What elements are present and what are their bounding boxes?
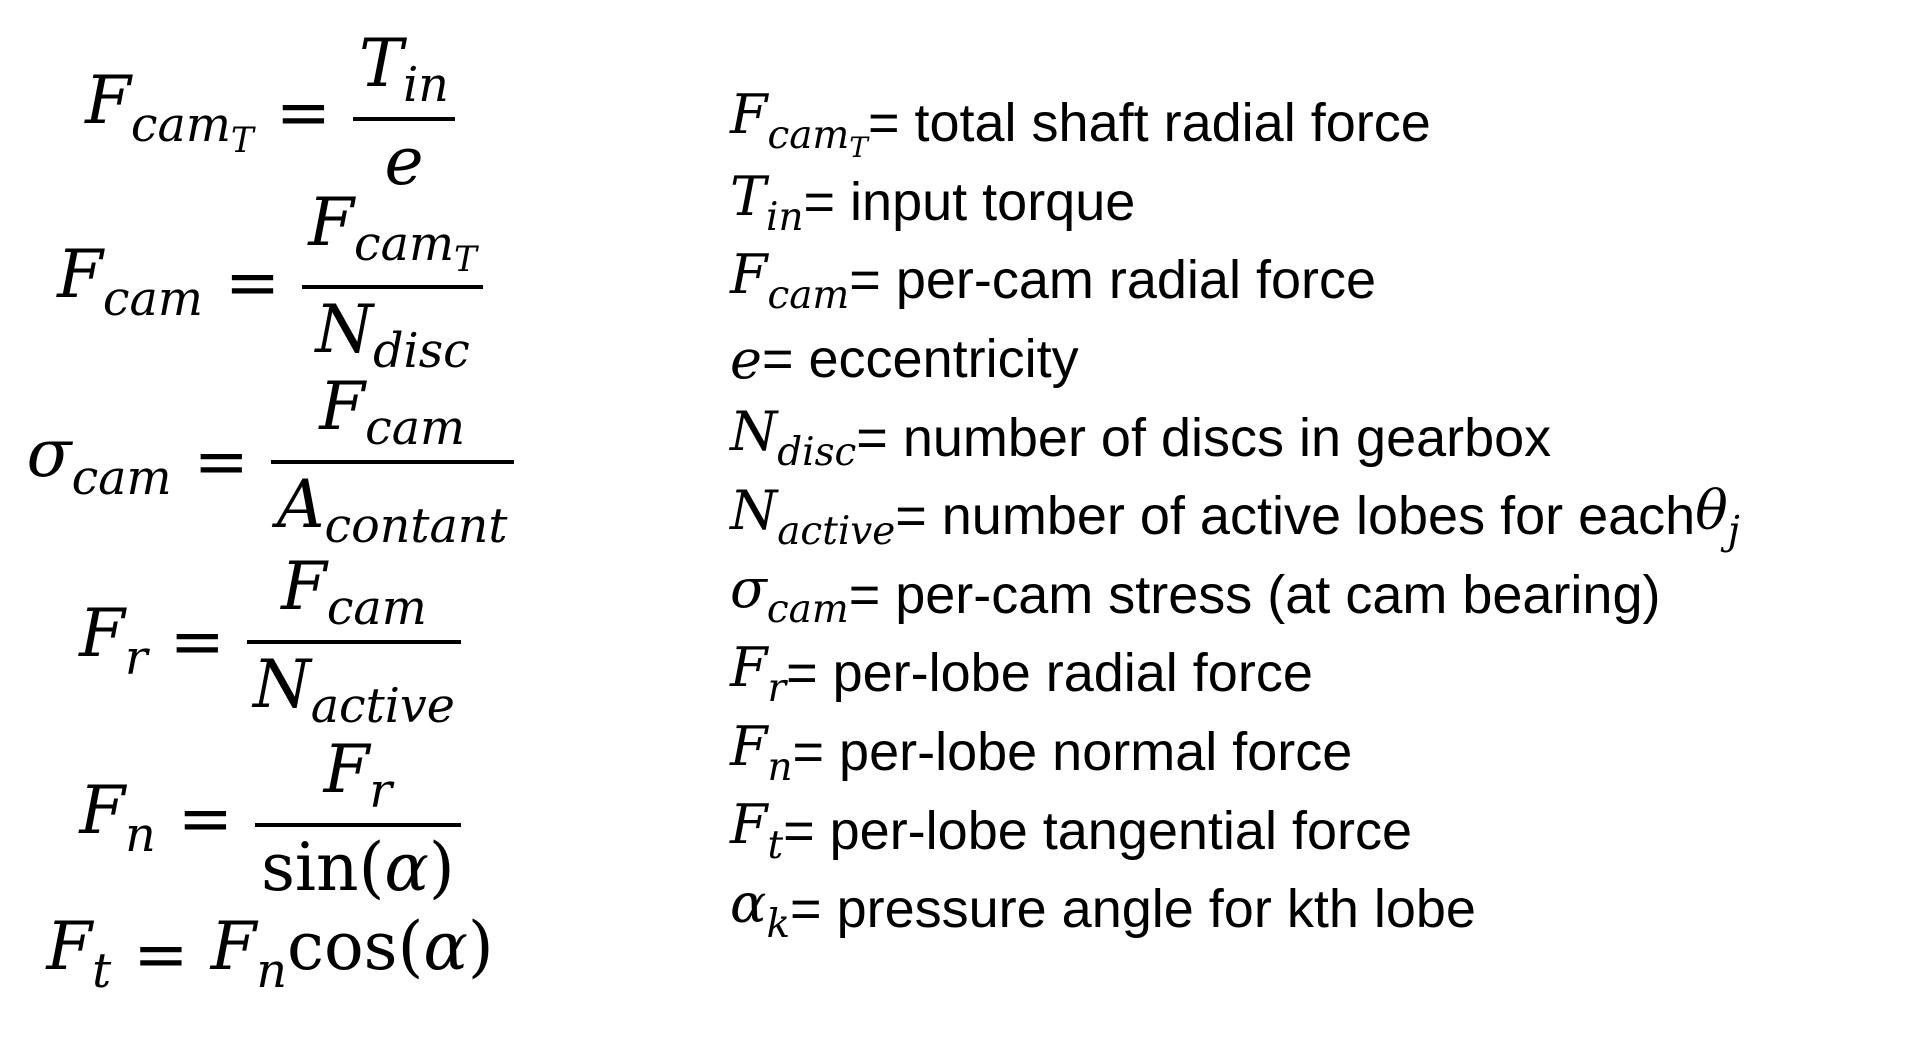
eq6-equals: =: [133, 916, 189, 993]
eq6-lhs: $F_t$: [46, 908, 112, 1000]
legend-row-input-torque: $T_{in}$ = input torque: [730, 164, 1136, 240]
eq6-rhs: $F_n\cos(\alpha)$: [210, 908, 494, 1000]
legend-row-per-cam-stress: $\sigma_{cam}$ = per-cam stress (at cam bearing): [730, 557, 1661, 633]
legend-row-per-lobe-normal-force: $F_n$ = per-lobe normal force: [730, 714, 1353, 790]
legend-row-eccentricity: e = eccentricity: [730, 327, 1079, 391]
legend-row-total-radial-force: $F_{cam_T}$ = total shaft radial force: [730, 82, 1431, 164]
eq2-lhs: $F_{cam}$: [57, 235, 203, 327]
eq1-equals: =: [275, 74, 332, 151]
variable-legend: [730, 84, 1740, 949]
eq2-equals: =: [224, 243, 281, 321]
eq1-lhs: $F_{cam_T}$: [85, 61, 254, 161]
equation-per-cam-force: [50, 183, 490, 380]
eq2-fraction: $\frac{F_{cam_T}}{N_{disc}}$: [302, 188, 483, 377]
legend-row-active-lobes: $N_{active}$ = number of active lobes for each $\theta_j$: [730, 478, 1740, 554]
legend-row-pressure-angle: $\alpha_k$ = pressure angle for kth lobe: [730, 871, 1476, 947]
eq5-equals: =: [177, 780, 234, 857]
fraction-bar: [302, 285, 483, 289]
eq4-lhs: $F_r$: [79, 595, 148, 687]
equation-total-radial-force: [60, 25, 480, 201]
eq4-fraction: $\frac{F_{cam}}{N_{active}}$: [247, 552, 461, 732]
eq3-lhs: $\sigma_{cam}$: [26, 415, 172, 507]
legend-row-per-lobe-radial-force: $F_r$ = per-lobe radial force: [730, 636, 1313, 711]
legend-row-per-lobe-tangential-force: $F_t$ = per-lobe tangential force: [730, 793, 1413, 869]
legend-row-number-of-discs: $N_{disc}$ = number of discs in gearbox: [730, 400, 1552, 476]
eq5-fraction: $\frac{F_r}{\sin(\alpha)}$: [255, 735, 461, 903]
equation-per-lobe-normal-force: [60, 730, 480, 908]
eq3-fraction: $\frac{F_{cam}}{A_{contant}}$: [271, 372, 514, 552]
legend-row-per-cam-force: $F_{cam}$ = per-cam radial force: [730, 243, 1376, 318]
equation-per-lobe-tangential-force: [40, 905, 500, 1005]
eq5-lhs: $F_n$: [79, 772, 156, 864]
fraction-bar: [271, 460, 514, 464]
equation-per-lobe-radial-force: [60, 547, 480, 735]
fraction-bar: [255, 823, 461, 827]
equation-per-cam-stress: [10, 367, 530, 555]
fraction-bar: [353, 117, 455, 121]
eq4-equals: =: [169, 603, 225, 680]
fraction-bar: [247, 640, 461, 644]
eq1-fraction: $\frac{T_{in}}{e}$: [353, 29, 455, 196]
eq3-equals: =: [193, 423, 249, 500]
